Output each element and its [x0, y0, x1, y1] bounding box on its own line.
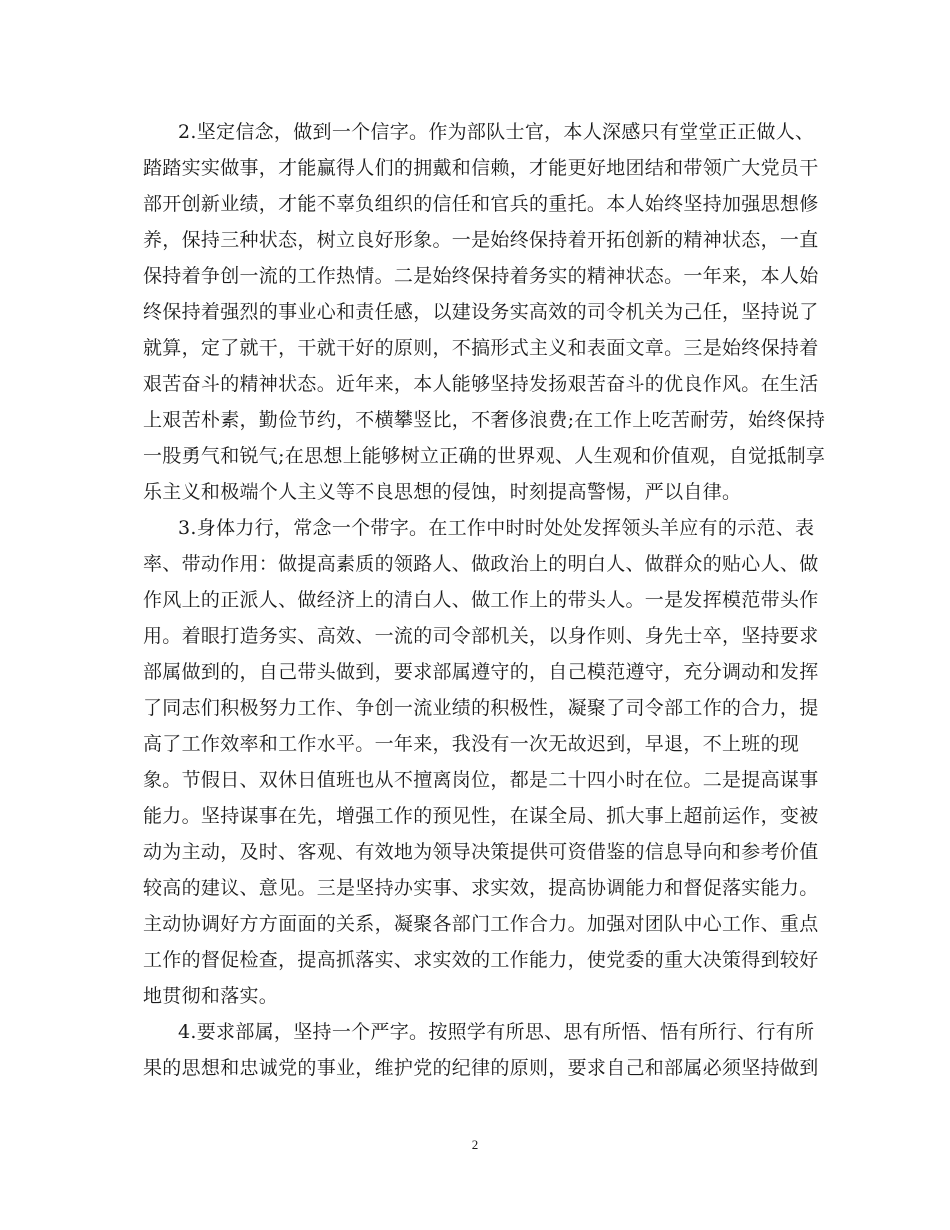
- paragraph-2-line-5: 保持着争创一流的工作热情。二是始终保持着务实的精神状态。一年来，本人始: [143, 265, 819, 287]
- paragraph-2-line-3: 部开创新业绩，才能不辜负组织的信任和官兵的重托。本人始终坚持加强思想修: [143, 193, 819, 215]
- paragraph-2-line-8: 艰苦奋斗的精神状态。近年来，本人能够坚持发扬艰苦奋斗的优良作风。在生活: [143, 373, 819, 395]
- paragraph-3-line-7: 高了工作效率和工作水平。一年来，我没有一次无故迟到，早退，不上班的现: [143, 733, 800, 755]
- paragraph-2-line-1: 2.坚定信念，做到一个信字。作为部队士官，本人深感只有堂堂正正做人、: [178, 121, 815, 143]
- paragraph-3-line-14: 地贯彻和落实。: [143, 985, 279, 1007]
- paragraph-3-line-3: 作风上的正派人、做经济上的清白人、做工作上的带头人。一是发挥模范带头作: [143, 589, 819, 611]
- paragraph-3-line-5: 部属做到的，自己带头做到，要求部属遵守的，自己模范遵守，充分调动和发挥: [143, 661, 819, 683]
- paragraph-2-line-11: 乐主义和极端个人主义等不良思想的侵蚀，时刻提高警惕，严以自律。: [143, 481, 742, 503]
- paragraph-3-line-11: 较高的建议、意见。三是坚持办实事、求实效，提高协调能力和督促落实能力。: [143, 877, 819, 899]
- paragraph-2-line-2: 踏踏实实做事，才能赢得人们的拥戴和信赖，才能更好地团结和带领广大党员干: [143, 157, 819, 179]
- paragraph-2-line-7: 就算，定了就干，干就干好的原则，不搞形式主义和表面文章。三是始终保持着: [143, 337, 819, 359]
- paragraph-2-line-6: 终保持着强烈的事业心和责任感，以建设务实高效的司令机关为己任，坚持说了: [143, 301, 819, 323]
- paragraph-3-line-8: 象。节假日、双休日值班也从不擅离岗位，都是二十四小时在位。二是提高谋事: [143, 769, 819, 791]
- paragraph-4-line-2: 果的思想和忠诚党的事业，维护党的纪律的原则，要求自己和部属必须坚持做到: [143, 1057, 819, 1079]
- paragraph-2-line-4: 养，保持三种状态，树立良好形象。一是始终保持着开拓创新的精神状态，一直: [143, 229, 819, 251]
- paragraph-4-line-1: 4.要求部属，坚持一个严字。按照学有所思、思有所悟、悟有所行、行有所: [178, 1021, 815, 1043]
- page-number: 2: [471, 1137, 479, 1152]
- paragraph-3-line-1: 3.身体力行，常念一个带字。在工作中时时处处发挥领头羊应有的示范、表: [178, 517, 815, 539]
- paragraph-2-line-9: 上艰苦朴素，勤俭节约，不横攀竖比，不奢侈浪费;在工作上吃苦耐劳，始终保持: [143, 409, 826, 431]
- paragraph-3-line-4: 用。着眼打造务实、高效、一流的司令部机关，以身作则、身先士卒，坚持要求: [143, 625, 819, 647]
- paragraph-3-line-10: 动为主动，及时、客观、有效地为领导决策提供可资借鉴的信息导向和参考价值: [143, 841, 819, 863]
- paragraph-3-line-12: 主动协调好方方面面的关系，凝聚各部门工作合力。加强对团队中心工作、重点: [143, 913, 819, 935]
- paragraph-2-line-10: 一股勇气和锐气;在思想上能够树立正确的世界观、人生观和价值观，自觉抵制享: [143, 445, 826, 467]
- paragraph-3-line-13: 工作的督促检查，提高抓落实、求实效的工作能力，使党委的重大决策得到较好: [143, 949, 819, 971]
- paragraph-3-line-2: 率、带动作用：做提高素质的领路人、做政治上的明白人、做群众的贴心人、做: [143, 553, 819, 575]
- paragraph-3-line-6: 了同志们积极努力工作、争创一流业绩的积极性，凝聚了司令部工作的合力，提: [143, 697, 819, 719]
- paragraph-3-line-9: 能力。坚持谋事在先，增强工作的预见性，在谋全局、抓大事上超前运作，变被: [143, 805, 819, 827]
